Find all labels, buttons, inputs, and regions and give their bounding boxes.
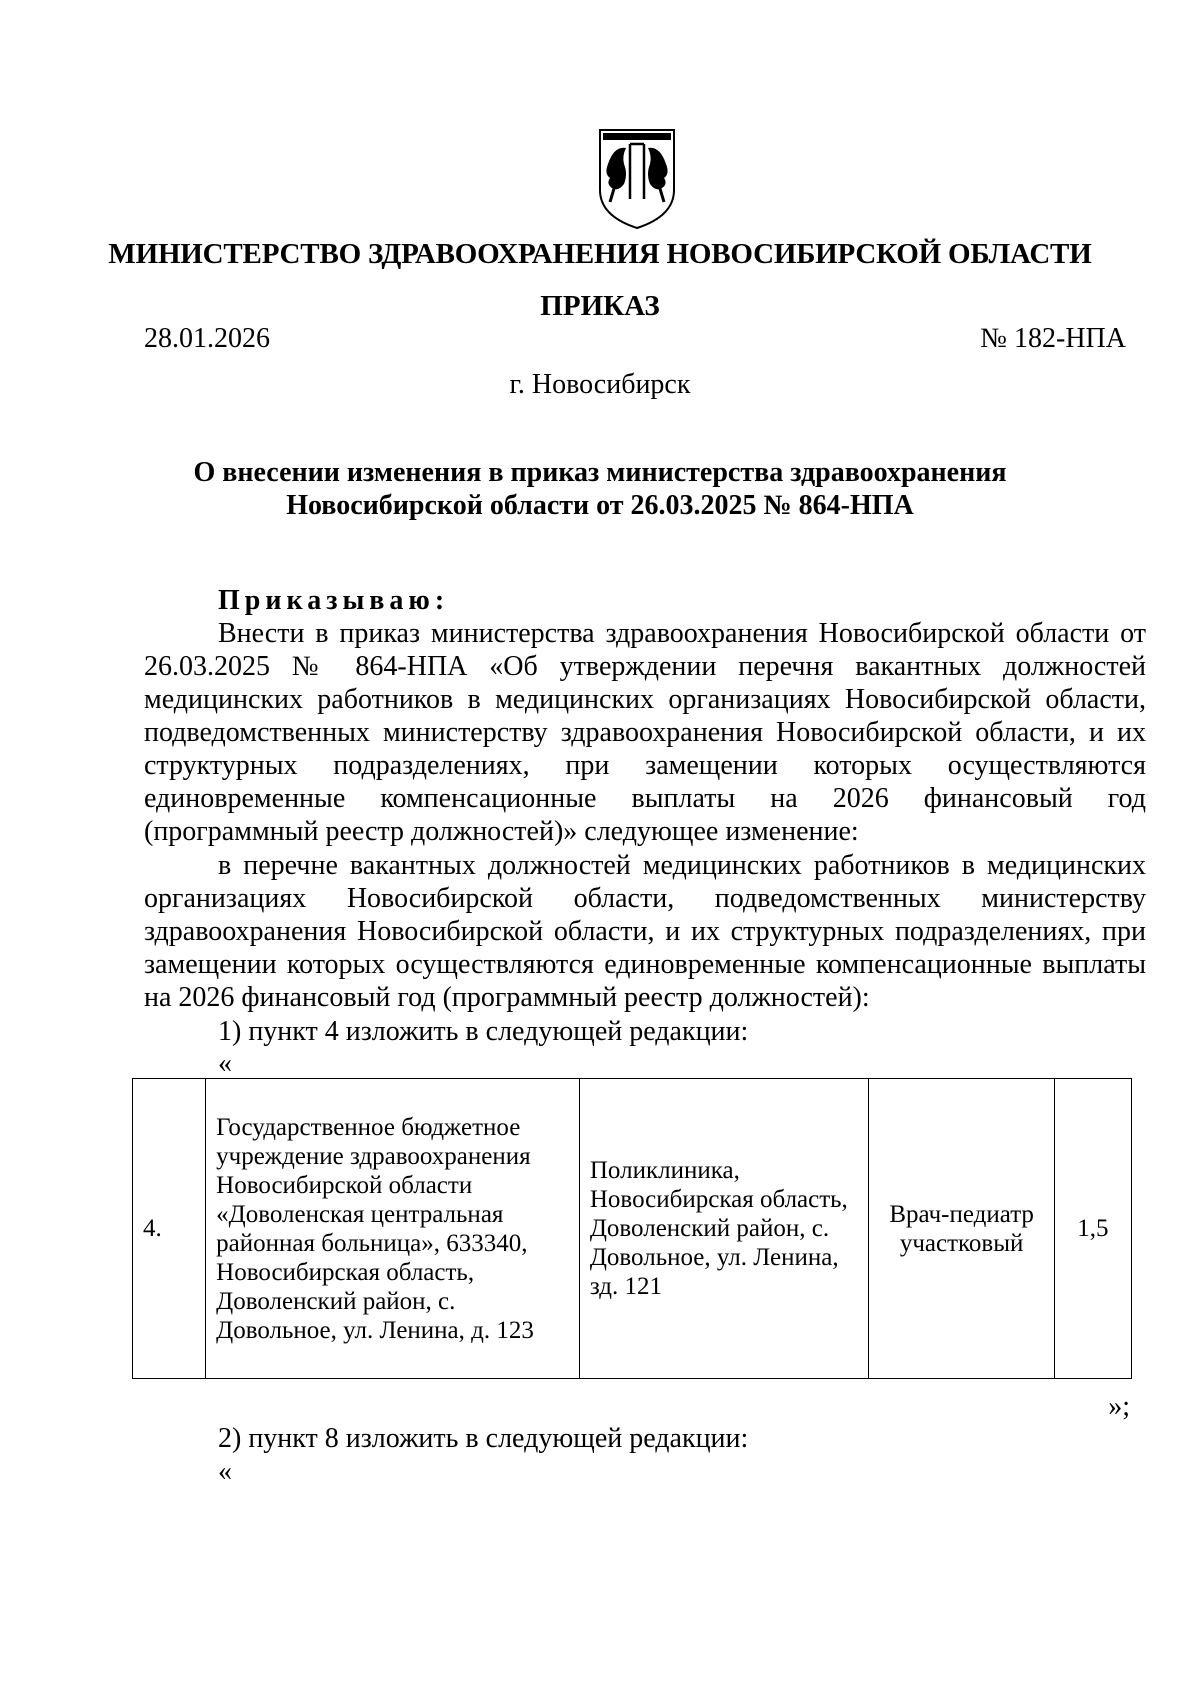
quote-open-1: « xyxy=(218,1048,232,1079)
table-row xyxy=(133,1079,1132,1379)
subject-line-2: Новосибирской области от 26.03.2025 № 864-НПА xyxy=(286,490,914,521)
item-1: 1) пункт 4 изложить в следующей редакции: xyxy=(218,1016,749,1047)
cell-rate: 1,5 xyxy=(1054,1079,1131,1379)
item-2: 2) пункт 8 изложить в следующей редакции: xyxy=(218,1423,749,1454)
order-number: № 182-НПА xyxy=(980,323,1126,354)
cell-number: 4. xyxy=(133,1079,206,1379)
coat-of-arms-emblem xyxy=(594,124,680,232)
cell-organization: Государственное бюджетное учреждение здравоохранения Новосибирской области «Доволенская центральная районная больница», 633340, Новосибирская область, Доволенский район, с. Довольное, ул. Ленина, д. 123 xyxy=(206,1079,580,1379)
paragraph-2: в перечне вакантных должностей медицинских работников в медицинских организациях Новосибирской области, подведомственных министерству здравоохранения Новосибирской области, и их структурных подразделениях, при замещении которых осуществляются единовременные компенсационные выплаты на 2026 финансовый год (программный реестр должностей): xyxy=(144,850,1146,1013)
orders-word: Приказываю: xyxy=(218,585,450,616)
ministry-name: МИНИСТЕРСТВО ЗДРАВООХРАНЕНИЯ НОВОСИБИРСКОЙ ОБЛАСТИ xyxy=(108,238,1092,270)
paragraph-1: Внести в приказ министерства здравоохранения Новосибирской области от 26.03.2025 № 864-НПА «Об утверждении перечня вакантных должностей медицинских работников в медицинских организациях Новосибирской области, подведомственных министерству здравоохранения Новосибирской области, и их структурных подразделениях, при замещении которых осуществляются единовременные компенсационные выплаты на 2026 финансовый год (программный реестр должностей)» следующее изменение: xyxy=(144,618,1146,847)
city: г. Новосибирск xyxy=(509,369,691,400)
subject-line-1: О внесении изменения в приказ министерства здравоохранения xyxy=(193,457,1007,488)
document-type: ПРИКАЗ xyxy=(540,290,660,322)
order-date: 28.01.2026 xyxy=(144,323,270,354)
quote-close: »; xyxy=(1108,1391,1130,1422)
positions-table xyxy=(132,1078,1132,1379)
quote-open-2: « xyxy=(218,1456,232,1487)
cell-position: Врач-педиатр участковый xyxy=(869,1079,1054,1379)
cell-location: Поликлиника, Новосибирская область, Доволенский район, с. Довольное, ул. Ленина, зд. 121 xyxy=(579,1079,869,1379)
order-subject xyxy=(140,456,1060,522)
